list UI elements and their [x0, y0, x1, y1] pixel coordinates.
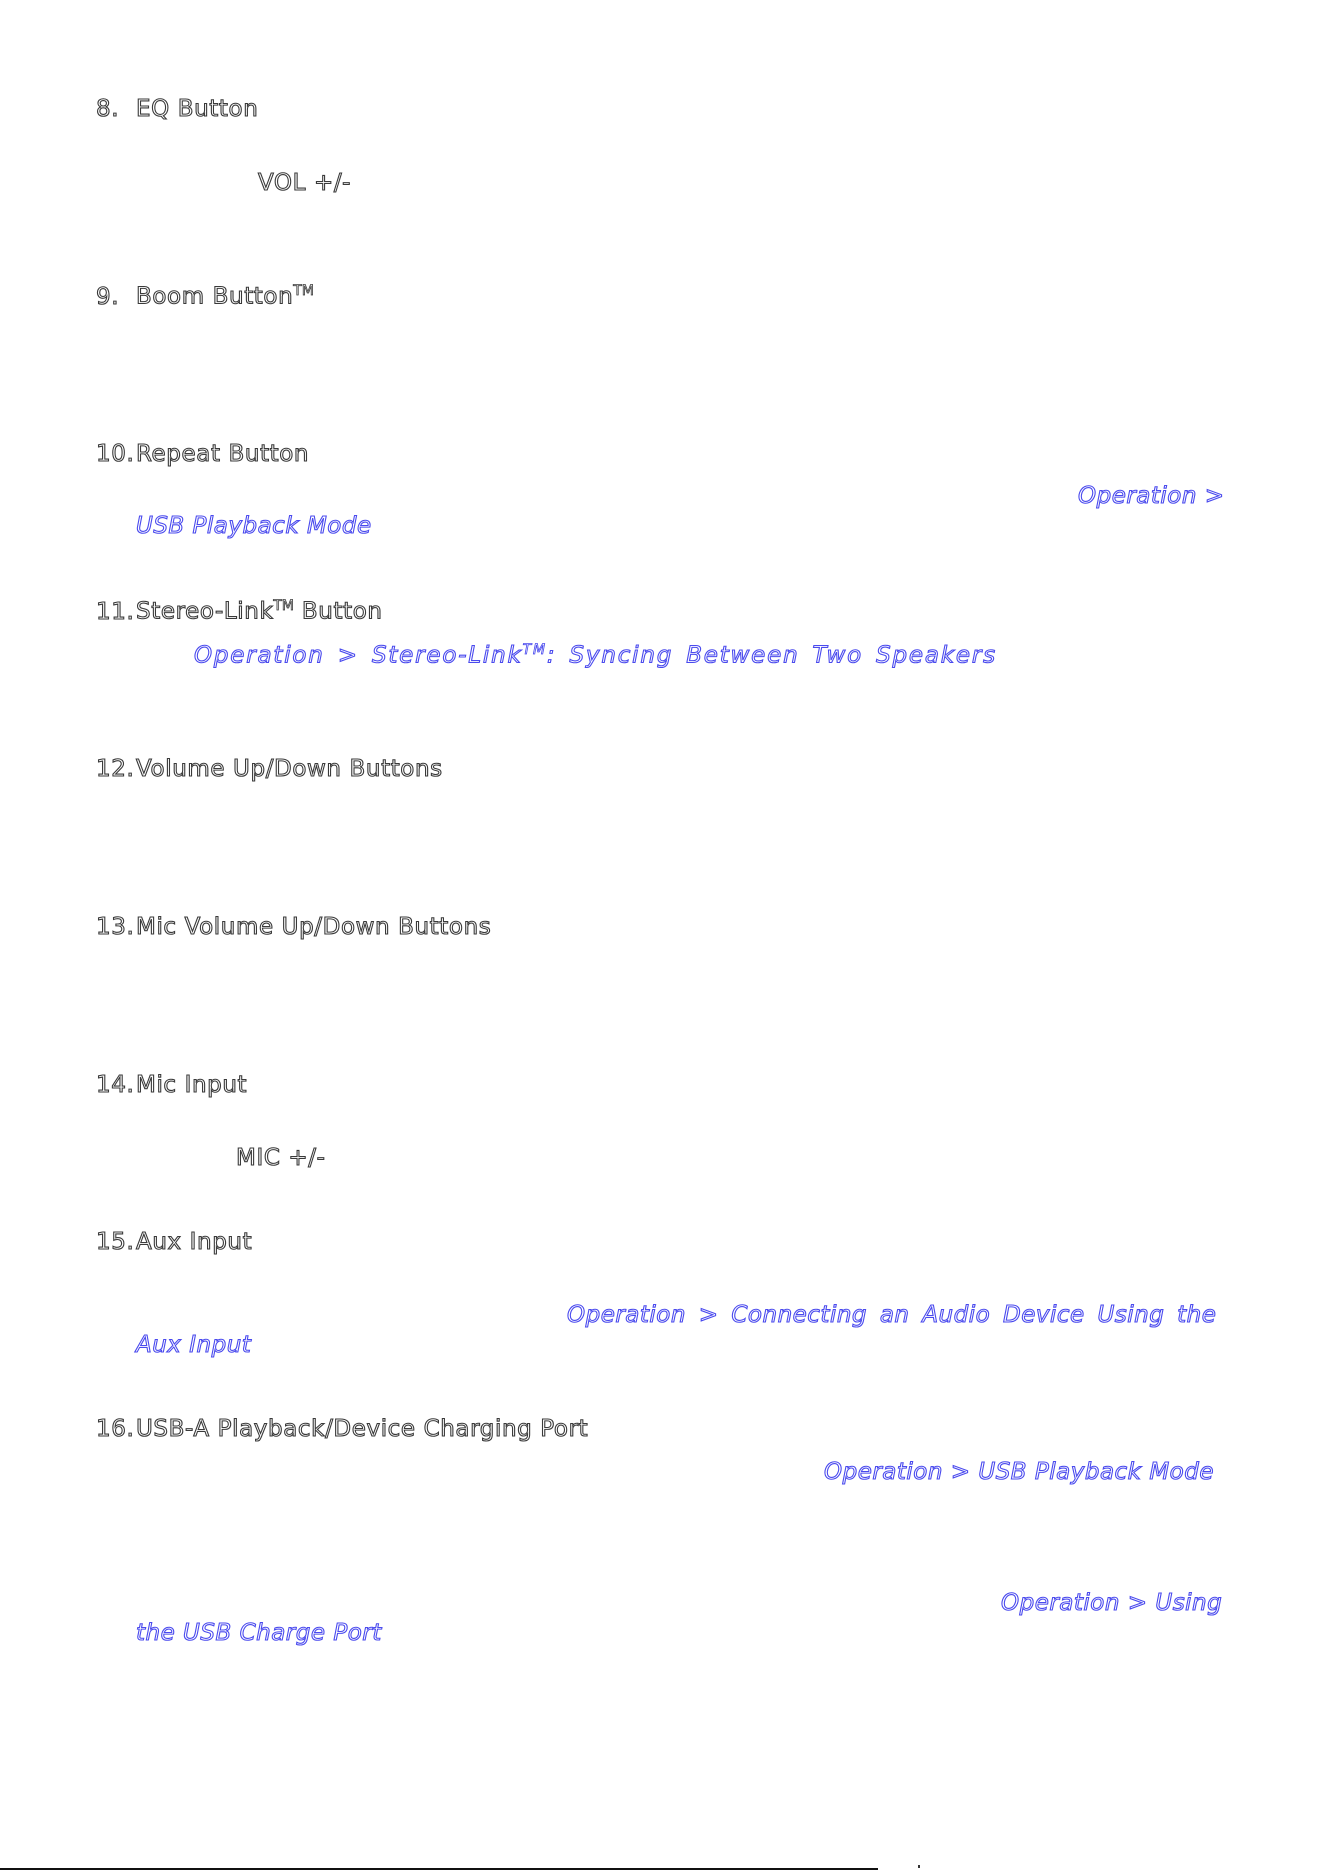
heading-number: 9.: [96, 283, 120, 310]
heading-stereo-link-button: [96, 598, 383, 625]
heading-number: 11.: [96, 598, 135, 625]
heading-boom-button: [96, 283, 314, 310]
heading-number: 14.: [96, 1072, 135, 1098]
heading-number: 10.: [96, 441, 135, 467]
link-usb-playback-mode[interactable]: Operation > USB Playback Mode: [824, 1459, 1214, 1485]
heading-title: Mic Input: [136, 1072, 248, 1098]
vol-label: VOL +/-: [258, 170, 352, 196]
heading-repeat-button: [96, 441, 309, 467]
heading-number: 13.: [96, 914, 135, 940]
trademark-mark: TM: [522, 642, 547, 658]
link-usb-charge-port-line1[interactable]: Operation > Using: [1001, 1590, 1223, 1616]
footer-rule: [0, 1868, 878, 1870]
heading-mic-volume-buttons: [96, 914, 491, 940]
link-usb-playback-mode-line1[interactable]: Operation >: [1078, 483, 1225, 509]
link-text: Operation > Stereo-Link: [194, 642, 523, 669]
link-text: : Syncing Between Two Speakers: [546, 642, 997, 669]
heading-title: Boom Button: [136, 283, 294, 310]
heading-mic-input: [96, 1072, 247, 1098]
heading-volume-buttons: [96, 756, 443, 782]
link-usb-charge-port-line2[interactable]: the USB Charge Port: [136, 1620, 382, 1646]
heading-number: 12.: [96, 756, 135, 782]
heading-eq-button: [96, 96, 258, 122]
heading-title-suffix: Button: [294, 598, 383, 625]
heading-title: USB-A Playback/Device Charging Port: [136, 1416, 589, 1442]
mic-label: MIC +/-: [236, 1145, 326, 1171]
heading-title: Aux Input: [136, 1229, 253, 1255]
link-aux-input-line2[interactable]: Aux Input: [136, 1332, 252, 1358]
heading-number: 15.: [96, 1229, 135, 1255]
heading-usb-port: [96, 1416, 588, 1442]
link-stereo-link-syncing[interactable]: [194, 642, 997, 669]
heading-title: Stereo-Link: [136, 598, 274, 625]
heading-title: Volume Up/Down Buttons: [136, 756, 443, 782]
trademark-mark: TM: [293, 283, 314, 299]
link-usb-playback-mode-line2[interactable]: USB Playback Mode: [136, 513, 372, 539]
heading-aux-input: [96, 1229, 252, 1255]
link-aux-input-line1[interactable]: Operation > Connecting an Audio Device Using the: [567, 1302, 1217, 1328]
heading-title: Repeat Button: [136, 441, 310, 467]
heading-number: 16.: [96, 1416, 135, 1442]
heading-title: Mic Volume Up/Down Buttons: [136, 914, 492, 940]
trademark-mark: TM: [273, 598, 295, 614]
heading-number: 8.: [96, 96, 120, 122]
heading-title: EQ Button: [136, 96, 259, 122]
footer-mark: [918, 1865, 920, 1868]
